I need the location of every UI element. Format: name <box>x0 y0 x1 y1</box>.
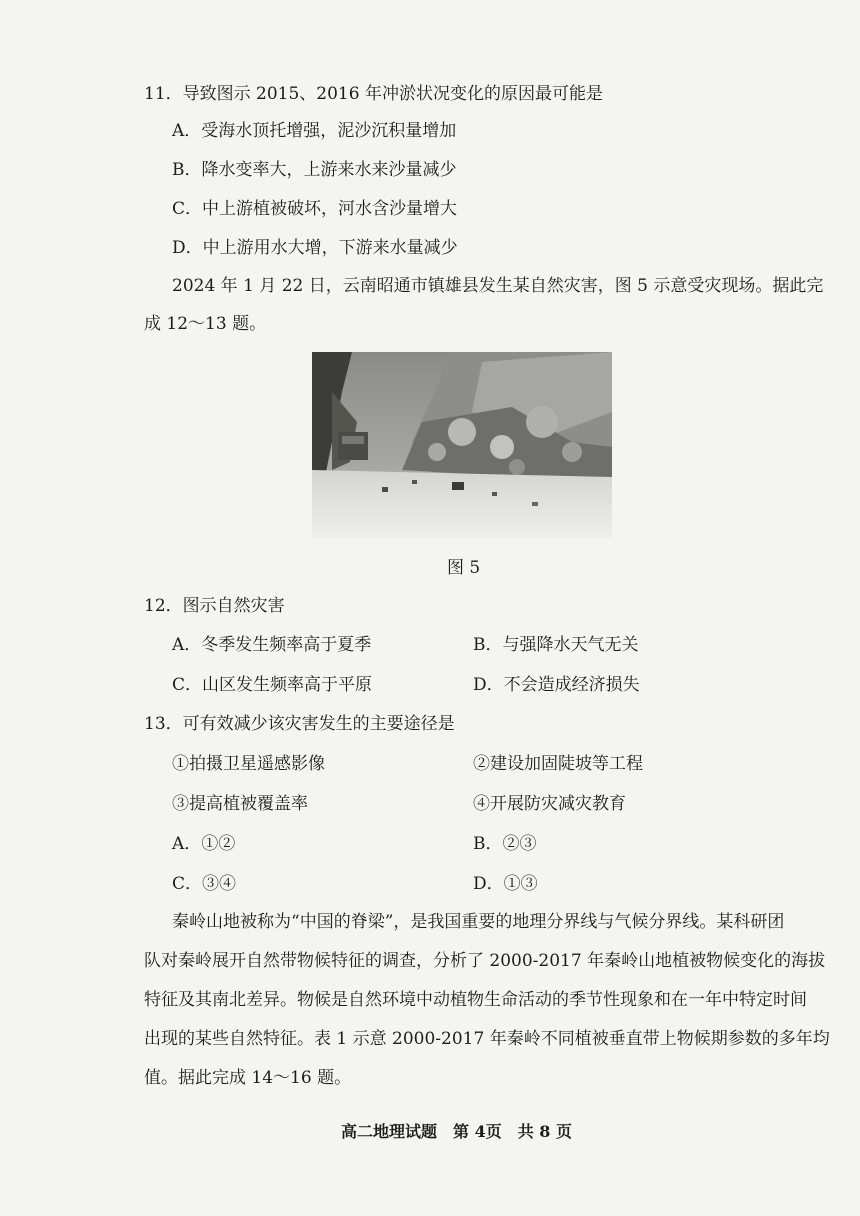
intro-14-16-line2: 队对秦岭展开自然带物候特征的调查，分析了 2000-2017 年秦岭山地植被物候变化的海拔 <box>144 951 826 971</box>
q13-item-3: ③提高植被覆盖率 <box>172 794 308 814</box>
q12-option-b: B．与强降水天气无关 <box>473 635 639 655</box>
q11-option-b: B．降水变率大，上游来水来沙量减少 <box>172 160 457 180</box>
intro-12-13-line1: 2024 年 1 月 22 日，云南昭通市镇雄县发生某自然灾害，图 5 示意受灾现场。据此完 <box>172 276 824 296</box>
intro-14-16-line3: 特征及其南北差异。物候是自然环境中动植物生命活动的季节性现象和在一年中特定时间 <box>144 990 807 1010</box>
q13-option-c: C．③④ <box>172 874 237 894</box>
q11-option-a: A．受海水顶托增强，泥沙沉积量增加 <box>172 121 457 141</box>
q11-stem: 11．导致图示 2015、2016 年冲淤状况变化的原因最可能是 <box>144 84 603 104</box>
q12-stem: 12．图示自然灾害 <box>144 596 285 616</box>
figure5-caption: 图 5 <box>447 558 481 578</box>
intro-14-16-line4: 出现的某些自然特征。表 1 示意 2000-2017 年秦岭不同植被垂直带上物候期参数的多年均 <box>144 1029 830 1049</box>
q13-item-1: ①拍摄卫星遥感影像 <box>172 754 325 774</box>
q13-option-d: D．①③ <box>473 874 538 894</box>
q13-item-2: ②建设加固陡坡等工程 <box>473 754 643 774</box>
q12-option-a: A．冬季发生频率高于夏季 <box>172 635 372 655</box>
page-footer: 高二地理试题 第 4页 共 8 页 <box>341 1122 572 1141</box>
q11-option-d: D．中上游用水大增，下游来水量减少 <box>172 238 458 258</box>
q11-option-c: C．中上游植被破坏，河水含沙量增大 <box>172 199 458 219</box>
intro-14-16-line5: 值。据此完成 14～16 题。 <box>144 1068 352 1088</box>
q13-stem: 13．可有效减少该灾害发生的主要途径是 <box>144 714 455 734</box>
q13-item-4: ④开展防灾减灾教育 <box>473 794 626 814</box>
q12-option-c: C．山区发生频率高于平原 <box>172 675 373 695</box>
figure5-photo <box>312 352 612 538</box>
q13-option-b: B．②③ <box>473 834 537 854</box>
q12-option-d: D．不会造成经济损失 <box>473 675 640 695</box>
q13-option-a: A．①② <box>172 834 236 854</box>
intro-12-13-line2: 成 12～13 题。 <box>144 314 267 334</box>
intro-14-16-line1: 秦岭山地被称为“中国的脊梁”，是我国重要的地理分界线与气候分界线。某科研团 <box>172 912 785 932</box>
